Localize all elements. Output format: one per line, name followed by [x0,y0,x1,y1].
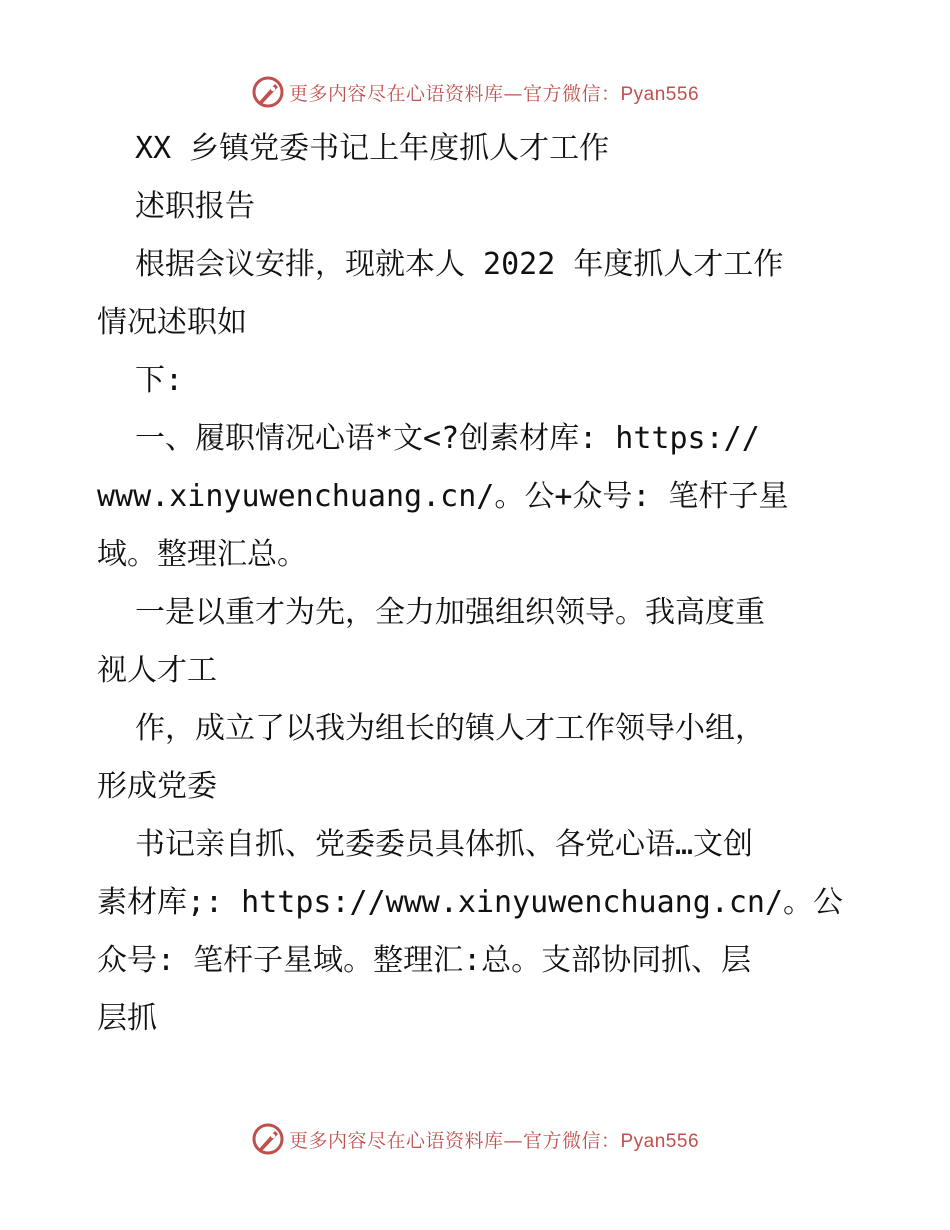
header-brand: 更多内容尽在心语资料库 [288,82,504,105]
paragraph-line: 下: [135,363,184,398]
doc-title-line-2: 述职报告 [135,189,255,224]
footer-wechat-id: Pyan556 [620,1130,700,1152]
doc-title-line-1: XX 乡镇党委书记上年度抓人才工作 [135,131,610,166]
paragraph-line: 素材库;: https://www.xinyuwenchuang.cn/。公 [97,885,844,920]
paragraph-line: 形成党委 [97,769,217,804]
paragraph-line: 众号: 笔杆子星域。整理汇:总。支部协同抓、层 [97,943,752,978]
paragraph-line: 一是以重才为先，全力加强组织领导。我高度重 [135,595,765,630]
paragraph-line: 根据会议安排，现就本人 2022 年度抓人才工作 [135,247,784,282]
section-heading-line: 一、履职情况心语*文<?创素材库: https:// [135,421,760,456]
document-body [97,120,857,1048]
footer-banner-text [289,1126,699,1153]
header-separator: — [503,82,523,105]
paragraph-line: 域。整理汇总。 [97,537,307,572]
footer-wechat-label: 官方微信： [522,1129,621,1152]
paragraph-line: 作，成立了以我为组长的镇人才工作领导小组， [135,711,765,746]
paragraph-line: 层抓 [97,1001,157,1036]
header-banner-text [289,79,699,106]
paragraph-line: 书记亲自抓、党委委员具体抓、各党心语…文创 [135,827,754,862]
footer-brand: 更多内容尽在心语资料库 [288,1129,504,1152]
quill-pen-logo-icon [251,75,285,109]
quill-pen-logo-icon [251,1122,285,1156]
header-wechat-id: Pyan556 [620,83,700,105]
paragraph-line: 视人才工 [97,653,217,688]
header-banner [0,70,950,114]
paragraph-line: www.xinyuwenchuang.cn/。公+众号: 笔杆子星 [97,479,789,514]
paragraph-line: 情况述职如 [97,305,247,340]
footer-banner [0,1117,950,1161]
header-wechat-label: 官方微信： [522,82,621,105]
footer-separator: — [503,1129,523,1152]
